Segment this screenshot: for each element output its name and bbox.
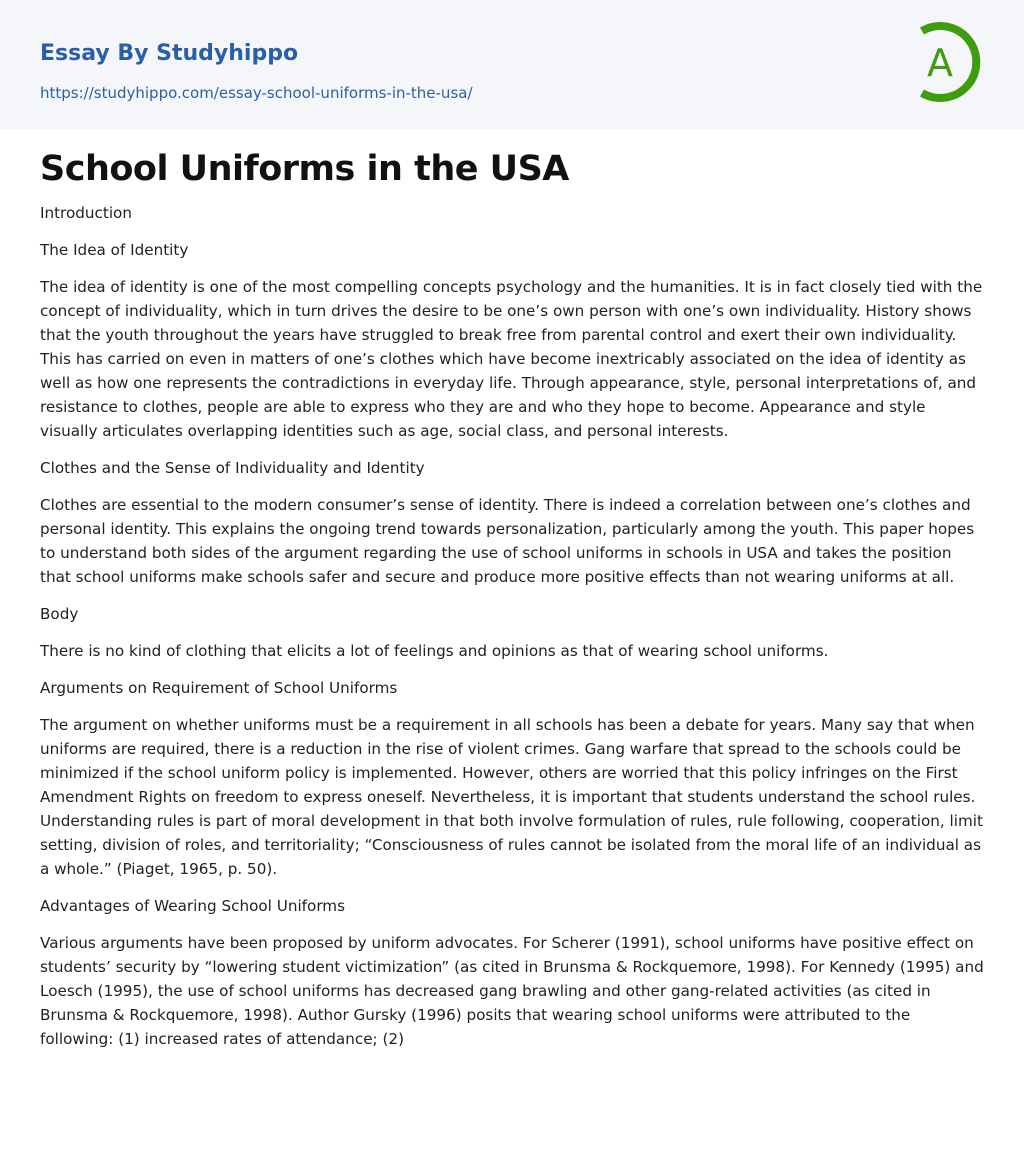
paragraph: There is no kind of clothing that elicits a lot of feelings and opinions as that of wearing school uniforms. xyxy=(40,642,829,660)
essay-content xyxy=(0,147,1024,1051)
section-heading-introduction: Introduction xyxy=(40,204,132,222)
site-header xyxy=(0,0,1024,129)
section-heading-body: Body xyxy=(40,605,79,623)
page-title: School Uniforms in the USA xyxy=(40,149,569,189)
section-heading: Arguments on Requirement of School Uniforms xyxy=(40,679,398,697)
essay-url-link[interactable]: https://studyhippo.com/essay-school-uniforms-in-the-usa/ xyxy=(40,84,473,102)
section-heading: Clothes and the Sense of Individuality and Identity xyxy=(40,459,425,477)
svg-text:A: A xyxy=(927,41,953,85)
paragraph: The idea of identity is one of the most compelling concepts psychology and the humanities. It is in fact closely tied with the concept of individuality, which in turn drives the desire to be one’s own person with one’s own individuality. History shows that the youth throughout the years have struggled to break free from parental control and exert their own individuality. This has carried on even in matters of one’s clothes which have become inextricably associated on the idea of identity as well as how one represents the contradictions in everyday life. Through appearance, style, personal interpretations of, and resistance to clothes, people are able to express who they are and who they hope to become. Appearance and style visually articulates overlapping identities such as age, social class, and personal interests. xyxy=(40,278,983,440)
paragraph: The argument on whether uniforms must be a requirement in all schools has been a debate for years. Many say that when uniforms are required, there is a reduction in the rise of violent crimes. Gang warfare that spread to the schools could be minimized if the school uniform policy is implemented. However, others are worried that this policy infringes on the First Amendment Rights on freedom to express oneself. Nevertheless, it is important that students understand the school rules. Understanding rules is part of moral development in that both involve formulation of rules, rule following, cooperation, limit setting, division of roles, and territoriality; “Consciousness of rules cannot be isolated from the moral life of an individual as a whole.” (Piaget, 1965, p. 50). xyxy=(40,716,983,878)
section-heading: The Idea of Identity xyxy=(40,241,189,259)
paragraph: Various arguments have been proposed by uniform advocates. For Scherer (1991), school uniforms have positive effect on students’ security by “lowering student victimization” (as cited in Brunsma & Rockquemore, 1998). For Kennedy (1995) and Loesch (1995), the use of school uniforms has decreased gang brawling and other gang-related activities (as cited in Brunsma & Rockquemore, 1998). Author Gursky (1996) posits that wearing school uniforms were attributed to the following: (1) increased rates of attendance; (2) xyxy=(40,934,984,1048)
section-heading: Advantages of Wearing School Uniforms xyxy=(40,897,346,915)
studyhippo-logo-icon xyxy=(912,19,986,105)
paragraph: Clothes are essential to the modern consumer’s sense of identity. There is indeed a correlation between one’s clothes and personal identity. This explains the ongoing trend towards personalization, particularly among the youth. This paper hopes to understand both sides of the argument regarding the use of school uniforms in schools in USA and takes the position that school uniforms make schools safer and secure and produce more positive effects than not wearing uniforms at all. xyxy=(40,496,975,586)
brand-name: Essay By Studyhippo xyxy=(40,41,299,66)
